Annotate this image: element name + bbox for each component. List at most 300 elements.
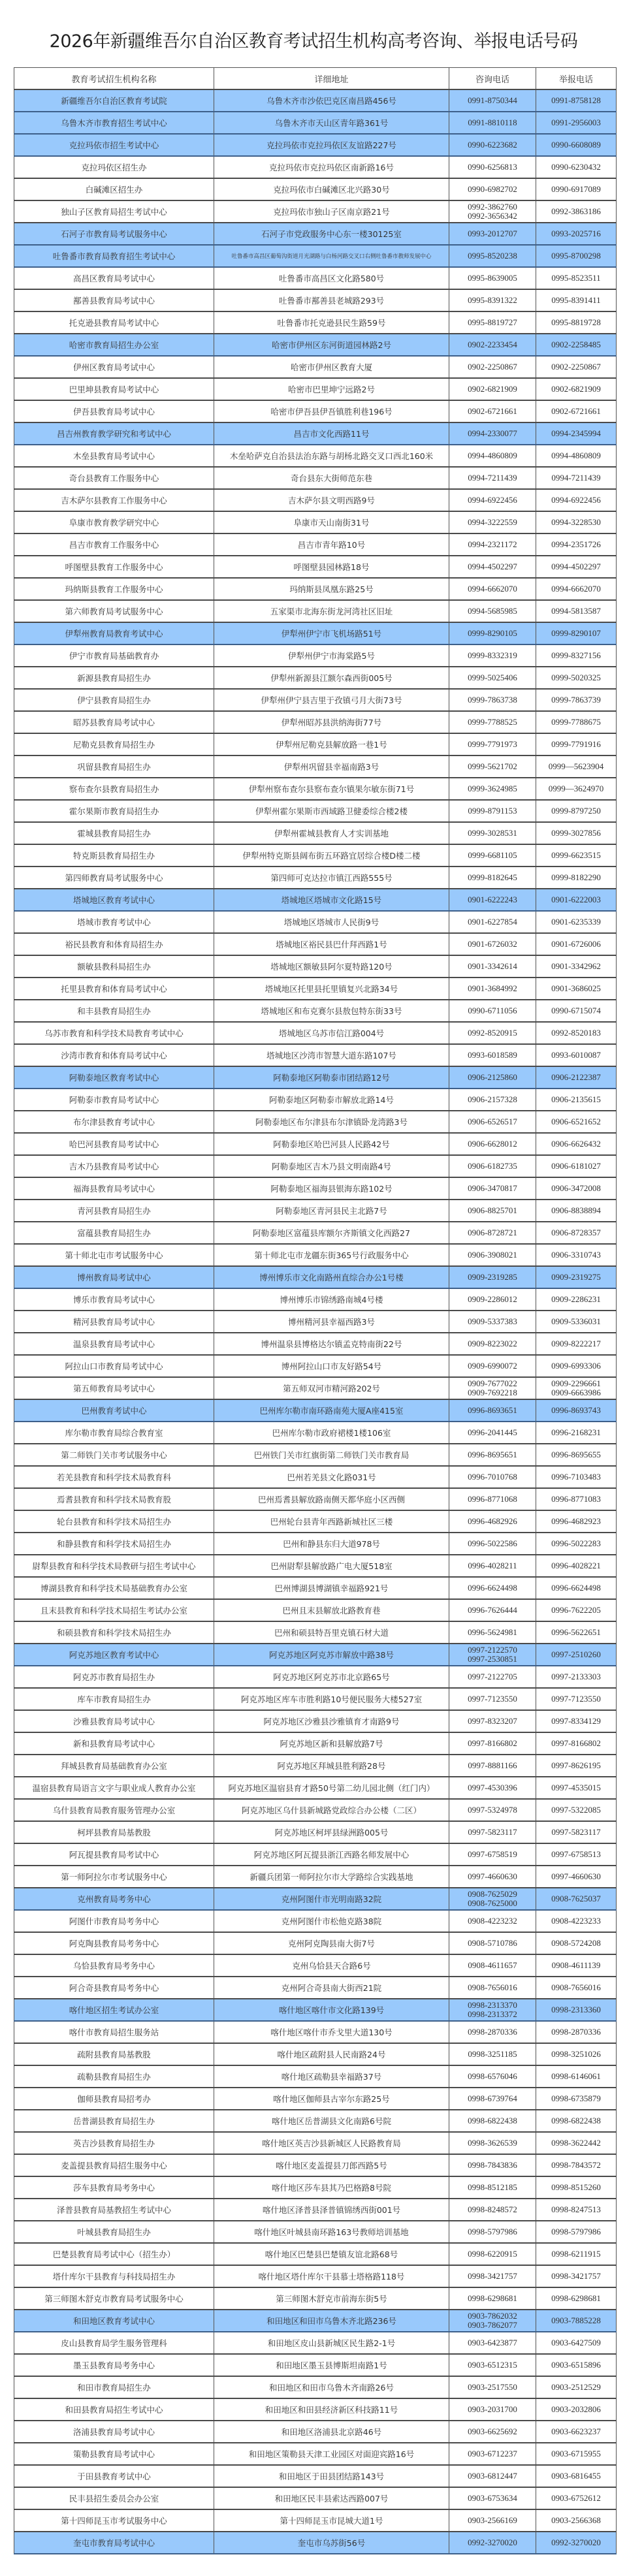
- report-phone-cell: 0909-8222217: [536, 1333, 617, 1355]
- address-cell: 阿勒泰地区青河县民主北路7号: [214, 1200, 449, 1222]
- org-name-cell: 阿克陶县教育局考务中心: [14, 1932, 214, 1954]
- report-phone-cell: 0999-8327156: [536, 644, 617, 667]
- table-row: [14, 356, 617, 378]
- org-name-cell: 霍尔果斯市教育局招生办: [14, 800, 214, 822]
- org-name-cell: 焉耆县教育和科学技术局教育股: [14, 1488, 214, 1510]
- table-row: [14, 1555, 617, 1577]
- report-phone-cell: 0996-2168231: [536, 1422, 617, 1444]
- consult-phone-cell: 0994-5685985: [449, 600, 536, 622]
- address-cell: 乌鲁木齐市天山区青年路361号: [214, 112, 449, 134]
- report-phone-cell: 0903-2512529: [536, 2376, 617, 2398]
- org-name-cell: 库车市教育局招生办: [14, 1688, 214, 1710]
- table-row: [14, 1066, 617, 1089]
- table-row: [14, 1133, 617, 1155]
- address-cell: 巴州库尔勒市南环路南苑大厦A座415室: [214, 1399, 449, 1422]
- report-phone-cell: 0902-6821909: [536, 378, 617, 400]
- consult-phone-cell: 0993-6018589: [449, 1044, 536, 1066]
- consult-phone-cell: 0906-3908021: [449, 1244, 536, 1266]
- consult-phone-cell: 0906-6526517: [449, 1111, 536, 1133]
- org-name-cell: 轮台县教育和科学技术局招生办: [14, 1510, 214, 1533]
- consult-phone-cell: 0998-3626539: [449, 2132, 536, 2154]
- table-row: [14, 289, 617, 311]
- address-cell: 喀什地区叶城县南环路163号教师培训基地: [214, 2221, 449, 2243]
- report-phone-cell: 0906-2135615: [536, 1089, 617, 1111]
- report-phone-cell: 0909-6993306: [536, 1355, 617, 1377]
- table-row: [14, 1843, 617, 1866]
- table-row: [14, 955, 617, 978]
- consult-phone-cell: 0901-6227854: [449, 911, 536, 933]
- report-phone-cell: 0909-2296661 0909-6663986: [536, 1377, 617, 1399]
- org-name-cell: 叶城县教育局招生办: [14, 2221, 214, 2243]
- report-phone-cell: 0998-8247513: [536, 2199, 617, 2221]
- address-cell: 阿克苏地区柯坪县绿洲路005号: [214, 1821, 449, 1843]
- address-cell: 昌吉市青年路10号: [214, 533, 449, 556]
- org-name-cell: 若羌县教育和科学技术局教育科: [14, 1466, 214, 1488]
- org-name-cell: 尼勒克县教育局招生办: [14, 733, 214, 755]
- address-cell: 伊犁州昭苏县洪纳海街77号: [214, 711, 449, 733]
- address-cell: 克州阿克陶县南大街7号: [214, 1932, 449, 1954]
- report-phone-cell: 0999—5623904: [536, 755, 617, 778]
- consult-phone-cell: 0999-3624985: [449, 778, 536, 800]
- table-row: [14, 778, 617, 800]
- report-phone-cell: 0901-3686025: [536, 978, 617, 1000]
- consult-phone-cell: 0908-5710786: [449, 1932, 536, 1954]
- consult-phone-cell: 0998-2313370 0998-2313372: [449, 1999, 536, 2021]
- report-phone-cell: 0997-2133303: [536, 1666, 617, 1688]
- consult-phone-cell: 0909-5337383: [449, 1311, 536, 1333]
- table-row: [14, 1821, 617, 1843]
- report-phone-cell: 0996-8695655: [536, 1444, 617, 1466]
- report-phone-cell: 0906-3472008: [536, 1177, 617, 1200]
- report-phone-cell: 0994-4502297: [536, 556, 617, 578]
- table-row: [14, 1932, 617, 1954]
- consult-phone-cell: 0999-8791153: [449, 800, 536, 822]
- consult-phone-cell: 0995-8819727: [449, 311, 536, 334]
- consult-phone-cell: 0998-3251185: [449, 2043, 536, 2065]
- report-phone-cell: 0994-5813587: [536, 600, 617, 622]
- consult-phone-cell: 0997-8323207: [449, 1710, 536, 1732]
- report-phone-cell: 0906-3310743: [536, 1244, 617, 1266]
- address-cell: 伊犁州尼勒克县解放路一巷1号: [214, 733, 449, 755]
- address-cell: 喀什地区疏勒县幸福路37号: [214, 2065, 449, 2088]
- table-row: [14, 733, 617, 755]
- table-row: [14, 1044, 617, 1066]
- consult-phone-cell: 0996-6624498: [449, 1577, 536, 1599]
- consult-phone-cell: 0909-2319285: [449, 1266, 536, 1288]
- table-row: [14, 1666, 617, 1688]
- org-name-cell: 伊吾县教育局考试中心: [14, 400, 214, 422]
- report-phone-cell: 0906-8838894: [536, 1200, 617, 1222]
- consult-phone-cell: 0903-7862032 0903-7862077: [449, 2310, 536, 2332]
- address-cell: 博州阿拉山口市友好路54号: [214, 1355, 449, 1377]
- address-cell: 和田地区策勒县天津工业园区对面迎宾路16号: [214, 2443, 449, 2465]
- address-cell: 五家渠市北海东街龙河湾社区旧址: [214, 600, 449, 622]
- address-cell: 博州博乐市文化南路州直综合办公1号楼: [214, 1266, 449, 1288]
- org-name-cell: 第三师图木舒克市教育局考试服务中心: [14, 2287, 214, 2310]
- consult-phone-cell: 0997-2122705: [449, 1666, 536, 1688]
- report-phone-cell: 0999—3624970: [536, 778, 617, 800]
- consult-phone-cell: 0996-2041445: [449, 1422, 536, 1444]
- org-name-cell: 第一师阿拉尔市考试服务中心: [14, 1866, 214, 1888]
- table-row: [14, 2487, 617, 2509]
- org-name-cell: 福海县教育局考试中心: [14, 1177, 214, 1200]
- address-cell: 阿克苏地区拜城县胜利路28号: [214, 1755, 449, 1777]
- org-name-cell: 霍城县教育局招生办: [14, 822, 214, 844]
- org-name-cell: 昌吉市教育工作服务中心: [14, 533, 214, 556]
- report-phone-cell: 0994-4860809: [536, 445, 617, 467]
- consult-phone-cell: 0903-2031700: [449, 2398, 536, 2421]
- report-phone-cell: 0996-6624498: [536, 1577, 617, 1599]
- table-row: [14, 1710, 617, 1732]
- org-name-cell: 木垒县教育局考试中心: [14, 445, 214, 467]
- report-phone-cell: 0994-2345994: [536, 422, 617, 445]
- consult-phone-cell: 0997-5823117: [449, 1821, 536, 1843]
- report-phone-cell: 0908-4223233: [536, 1910, 617, 1932]
- address-cell: 巴州铁门关市红旗街第二师铁门关市教育局: [214, 1444, 449, 1466]
- report-phone-cell: 0999-3027856: [536, 822, 617, 844]
- report-phone-cell: 0994-7211439: [536, 467, 617, 489]
- org-name-cell: 喀什地区招生考试办公室: [14, 1999, 214, 2021]
- address-cell: 哈密市伊州区教育大厦: [214, 356, 449, 378]
- report-phone-cell: 0909-2286231: [536, 1288, 617, 1311]
- table-row: [14, 334, 617, 356]
- report-phone-cell: 0999-5020325: [536, 667, 617, 689]
- table-row: [14, 2221, 617, 2243]
- report-phone-cell: 0995-8700298: [536, 245, 617, 267]
- report-phone-cell: 0999-7791916: [536, 733, 617, 755]
- org-name-cell: 塔什库尔干县教育与科技局招生办: [14, 2265, 214, 2287]
- report-phone-cell: 0998-8515260: [536, 2176, 617, 2199]
- address-cell: 和田地区和田市乌鲁木齐北路236号: [214, 2310, 449, 2332]
- org-name-cell: 奎屯市教育局考试中心: [14, 2532, 214, 2554]
- consult-phone-cell: 0998-6739764: [449, 2088, 536, 2110]
- table-row: [14, 1222, 617, 1244]
- report-phone-cell: 0993-2025716: [536, 223, 617, 245]
- consult-phone-cell: 0995-8391322: [449, 289, 536, 311]
- address-cell: 克州乌恰县天合路6号: [214, 1954, 449, 1977]
- table-row: [14, 1244, 617, 1266]
- consult-phone-cell: 0909-2286012: [449, 1288, 536, 1311]
- report-phone-cell: 0903-6715955: [536, 2443, 617, 2465]
- consult-phone-cell: 0906-2157328: [449, 1089, 536, 1111]
- report-phone-cell: 0903-2032806: [536, 2398, 617, 2421]
- org-name-cell: 裕民县教育和体育局招生办: [14, 933, 214, 955]
- consult-phone-cell: 0998-6298681: [449, 2287, 536, 2310]
- consult-phone-cell: 0993-2012707: [449, 223, 536, 245]
- consult-phone-cell: 0909-7677022 0909-7692218: [449, 1377, 536, 1399]
- address-cell: 克拉玛依市白碱滩区北兴路30号: [214, 178, 449, 200]
- report-phone-cell: 0997-8166802: [536, 1732, 617, 1755]
- org-name-cell: 伊宁市教育局基础教育办: [14, 644, 214, 667]
- report-phone-cell: 0999-7863739: [536, 689, 617, 711]
- consult-phone-cell: 0995-8520238: [449, 245, 536, 267]
- org-name-cell: 布尔津县教育考试中心: [14, 1111, 214, 1133]
- table-row: [14, 200, 617, 223]
- consult-phone-cell: 0998-8512185: [449, 2176, 536, 2199]
- table-row: [14, 1022, 617, 1044]
- address-cell: 喀什地区喀什市文化路139号: [214, 1999, 449, 2021]
- org-name-cell: 巴楚县教育局考试中心（招生办）: [14, 2243, 214, 2265]
- consult-phone-cell: 0998-2870336: [449, 2021, 536, 2043]
- table-row: [14, 1089, 617, 1111]
- address-cell: 第四师可克达拉市镇江西路555号: [214, 867, 449, 889]
- org-name-cell: 玛纳斯县教育工作服务中心: [14, 578, 214, 600]
- address-cell: 喀什地区巴楚县巴楚镇友谊北路68号: [214, 2243, 449, 2265]
- org-name-cell: 白碱滩区招生办: [14, 178, 214, 200]
- table-row: [14, 1799, 617, 1821]
- org-name-cell: 第四师教育局考试服务中心: [14, 867, 214, 889]
- table-row: [14, 2332, 617, 2354]
- org-name-cell: 昌吉州教育教学研究和考试中心: [14, 422, 214, 445]
- consult-phone-cell: 0994-6662070: [449, 578, 536, 600]
- table-row: [14, 1155, 617, 1177]
- table-row: [14, 600, 617, 622]
- table-row: [14, 1000, 617, 1022]
- address-cell: 伊犁州巩留县幸福南路3号: [214, 755, 449, 778]
- org-name-cell: 塔城地区教育考试中心: [14, 889, 214, 911]
- address-cell: 伊犁州伊宁市飞机场路51号: [214, 622, 449, 644]
- org-name-cell: 巴州教育考试中心: [14, 1399, 214, 1422]
- consult-phone-cell: 0994-2330077: [449, 422, 536, 445]
- report-phone-cell: 0997-6758513: [536, 1843, 617, 1866]
- org-name-cell: 柯坪县教育局基教股: [14, 1821, 214, 1843]
- address-cell: 和田地区皮山县新城区民生路2-1号: [214, 2332, 449, 2354]
- consult-phone-cell: 0903-6812447: [449, 2465, 536, 2487]
- address-cell: 克州阿图什市松他克路38院: [214, 1910, 449, 1932]
- header-consult-phone: 咨询电话: [449, 68, 536, 90]
- report-phone-cell: 0901-6222003: [536, 889, 617, 911]
- header-address: 详细地址: [214, 68, 449, 90]
- table-row: [14, 445, 617, 467]
- org-name-cell: 第六师教育局考试服务中心: [14, 600, 214, 622]
- header-org-name: 教育考试招生机构名称: [14, 68, 214, 90]
- table-row: [14, 1777, 617, 1799]
- report-phone-cell: 0909-2319275: [536, 1266, 617, 1288]
- report-phone-cell: 0902-2250867: [536, 356, 617, 378]
- contact-table: [14, 67, 617, 2554]
- consult-phone-cell: 0998-7843836: [449, 2154, 536, 2176]
- consult-phone-cell: 0997-5324978: [449, 1799, 536, 1821]
- org-name-cell: 阿合奇县教育局考务中心: [14, 1977, 214, 1999]
- table-row: [14, 223, 617, 245]
- table-row: [14, 1111, 617, 1133]
- org-name-cell: 特克斯县教育局招生办: [14, 844, 214, 867]
- org-name-cell: 新和县教育局考试中心: [14, 1732, 214, 1755]
- report-phone-cell: 0903-6515896: [536, 2354, 617, 2376]
- table-row: [14, 1288, 617, 1311]
- consult-phone-cell: 0998-5797986: [449, 2221, 536, 2243]
- report-phone-cell: 0906-6181027: [536, 1155, 617, 1177]
- report-phone-cell: 0990-6917089: [536, 178, 617, 200]
- org-name-cell: 岳普湖县教育局招生办: [14, 2110, 214, 2132]
- report-phone-cell: 0994-6922456: [536, 489, 617, 511]
- address-cell: 伊犁州伊宁市海棠路5号: [214, 644, 449, 667]
- table-row: [14, 2043, 617, 2065]
- consult-phone-cell: 0996-5022586: [449, 1533, 536, 1555]
- table-row: [14, 1466, 617, 1488]
- table-row: [14, 1910, 617, 1932]
- table-row: [14, 689, 617, 711]
- consult-phone-cell: 0901-6222243: [449, 889, 536, 911]
- org-name-cell: 尉犁县教育和科学技术局教研与招生考试中心: [14, 1555, 214, 1577]
- consult-phone-cell: 0994-7211439: [449, 467, 536, 489]
- table-row: [14, 1355, 617, 1377]
- org-name-cell: 伊州区教育局考试中心: [14, 356, 214, 378]
- consult-phone-cell: 0901-3684992: [449, 978, 536, 1000]
- table-row: [14, 1488, 617, 1510]
- table-row: [14, 489, 617, 511]
- table-row: [14, 422, 617, 445]
- table-row: [14, 2132, 617, 2154]
- org-name-cell: 皮山县教育局学生服务管理科: [14, 2332, 214, 2354]
- address-cell: 玛纳斯县凤凰东路25号: [214, 578, 449, 600]
- address-cell: 塔城地区塔城市文化路15号: [214, 889, 449, 911]
- table-row: [14, 644, 617, 667]
- org-name-cell: 哈巴河县教育局考试中心: [14, 1133, 214, 1155]
- report-phone-cell: 0903-2566368: [536, 2509, 617, 2532]
- consult-phone-cell: 0994-4502297: [449, 556, 536, 578]
- table-row: [14, 467, 617, 489]
- org-name-cell: 策勒县教育局考试中心: [14, 2443, 214, 2465]
- table-row: [14, 667, 617, 689]
- consult-phone-cell: 0992-3862760 0992-3656342: [449, 200, 536, 223]
- org-name-cell: 第十师北屯市考试服务中心: [14, 1244, 214, 1266]
- report-phone-cell: 0908-5724208: [536, 1932, 617, 1954]
- address-cell: 和田地区和田市乌鲁木齐南路26号: [214, 2376, 449, 2398]
- table-row: [14, 156, 617, 178]
- report-phone-cell: 0999-8290107: [536, 622, 617, 644]
- consult-phone-cell: 0994-3222559: [449, 511, 536, 533]
- consult-phone-cell: 0903-6712237: [449, 2443, 536, 2465]
- address-cell: 阜康市天山南街31号: [214, 511, 449, 533]
- consult-phone-cell: 0998-8248572: [449, 2199, 536, 2221]
- address-cell: 阿克苏地区乌什县新城路党政综合办公楼（二区）: [214, 1799, 449, 1821]
- consult-phone-cell: 0999-7863738: [449, 689, 536, 711]
- consult-phone-cell: 0994-2321172: [449, 533, 536, 556]
- org-name-cell: 阿勒泰市教育局考试中心: [14, 1089, 214, 1111]
- table-row: [14, 2310, 617, 2332]
- org-name-cell: 巩留县教育局招生办: [14, 755, 214, 778]
- table-row: [14, 1510, 617, 1533]
- org-name-cell: 和田地区教育考试中心: [14, 2310, 214, 2332]
- org-name-cell: 伊宁县教育局招生办: [14, 689, 214, 711]
- report-phone-cell: 0995-8819728: [536, 311, 617, 334]
- report-phone-cell: 0997-4535015: [536, 1777, 617, 1799]
- table-row: [14, 978, 617, 1000]
- table-row: [14, 1333, 617, 1355]
- table-row: [14, 2376, 617, 2398]
- report-phone-cell: 0908-4611139: [536, 1954, 617, 1977]
- consult-phone-cell: 0908-4611657: [449, 1954, 536, 1977]
- address-cell: 塔城地区塔城市人民街9号: [214, 911, 449, 933]
- table-row: [14, 2065, 617, 2088]
- consult-phone-cell: 0990-6256813: [449, 156, 536, 178]
- address-cell: 第三师图木舒克市前海东街5号: [214, 2287, 449, 2310]
- consult-phone-cell: 0903-2517550: [449, 2376, 536, 2398]
- report-phone-cell: 0990-6608089: [536, 134, 617, 156]
- address-cell: 第十师北屯市龙疆东街365号行政服务中心: [214, 1244, 449, 1266]
- address-cell: 塔城地区裕民县巴什拜西路1号: [214, 933, 449, 955]
- report-phone-cell: 0999-7788675: [536, 711, 617, 733]
- address-cell: 伊犁州霍城县教育人才实训基地: [214, 822, 449, 844]
- consult-phone-cell: 0998-3421757: [449, 2265, 536, 2287]
- address-cell: 喀什地区喀什市乔戈里大道130号: [214, 2021, 449, 2043]
- report-phone-cell: 0993-6010087: [536, 1044, 617, 1066]
- report-phone-cell: 0996-5022283: [536, 1533, 617, 1555]
- page-title: 2026年新疆维吾尔自治区教育考试招生机构高考咨询、举报电话号码: [49, 31, 578, 52]
- org-name-cell: 石河子市教育局考试服务中心: [14, 223, 214, 245]
- address-cell: 和田地区民丰县索达西路007号: [214, 2487, 449, 2509]
- table-row: [14, 1644, 617, 1666]
- org-name-cell: 洛浦县教育局考试中心: [14, 2421, 214, 2443]
- consult-phone-cell: 0999-7791973: [449, 733, 536, 755]
- report-phone-cell: 0992-3863186: [536, 200, 617, 223]
- table-row: [14, 1177, 617, 1200]
- org-name-cell: 于田县教育考试中心: [14, 2465, 214, 2487]
- org-name-cell: 博湖县教育和科学技术局基础教育办公室: [14, 1577, 214, 1599]
- table-row: [14, 911, 617, 933]
- consult-phone-cell: 0990-6982702: [449, 178, 536, 200]
- org-name-cell: 阿图什市教育局考务中心: [14, 1910, 214, 1932]
- table-row: [14, 533, 617, 556]
- table-row: [14, 800, 617, 822]
- consult-phone-cell: 0997-6758519: [449, 1843, 536, 1866]
- address-cell: 哈密市伊州区东河街道园林路2号: [214, 334, 449, 356]
- org-name-cell: 托克逊县教育局考试中心: [14, 311, 214, 334]
- address-cell: 巴州和静县东归大道978号: [214, 1533, 449, 1555]
- org-name-cell: 第五师教育局考试中心: [14, 1377, 214, 1399]
- address-cell: 哈密市伊吾县伊吾镇胜利巷196号: [214, 400, 449, 422]
- address-cell: 克州阿图什市光明南路32院: [214, 1888, 449, 1910]
- report-phone-cell: 0906-8728357: [536, 1222, 617, 1244]
- org-name-cell: 青河县教育局招生办: [14, 1200, 214, 1222]
- consult-phone-cell: 0998-6822438: [449, 2110, 536, 2132]
- address-cell: 阿勒泰地区福海县银海东路102号: [214, 1177, 449, 1200]
- org-name-cell: 温宿县教育局语言文字与职业成人教育办公室: [14, 1777, 214, 1799]
- report-phone-cell: 0994-3228530: [536, 511, 617, 533]
- report-phone-cell: 0998-2870336: [536, 2021, 617, 2043]
- consult-phone-cell: 0997-8881166: [449, 1755, 536, 1777]
- address-cell: 昌吉市文化西路11号: [214, 422, 449, 445]
- address-cell: 阿克苏地区阿瓦提县浙江西路名师发展中心: [214, 1843, 449, 1866]
- consult-phone-cell: 0903-6625692: [449, 2421, 536, 2443]
- report-phone-cell: 0901-6726006: [536, 933, 617, 955]
- table-row: [14, 1377, 617, 1399]
- consult-phone-cell: 0996-8693651: [449, 1399, 536, 1422]
- report-phone-cell: 0991-8758128: [536, 89, 617, 112]
- consult-phone-cell: 0997-4530396: [449, 1777, 536, 1799]
- table-row: [14, 1266, 617, 1288]
- consult-phone-cell: 0992-8520915: [449, 1022, 536, 1044]
- consult-phone-cell: 0906-3470817: [449, 1177, 536, 1200]
- table-row: [14, 711, 617, 733]
- table-row: [14, 1533, 617, 1555]
- address-cell: 木垒哈萨克自治县法治东路与胡杨北路交叉口西北160米: [214, 445, 449, 467]
- address-cell: 巴州尉犁县解放路广电大厦518室: [214, 1555, 449, 1577]
- org-name-cell: 和田市教育局招生办: [14, 2376, 214, 2398]
- consult-phone-cell: 0902-2250867: [449, 356, 536, 378]
- org-name-cell: 托里县教育和体育局考试中心: [14, 978, 214, 1000]
- org-name-cell: 乌鲁木齐市教育招生考试中心: [14, 112, 214, 134]
- report-phone-cell: 0901-6235339: [536, 911, 617, 933]
- table-row: [14, 1732, 617, 1755]
- report-phone-cell: 0908-7625037: [536, 1888, 617, 1910]
- consult-phone-cell: 0996-5624981: [449, 1621, 536, 1644]
- org-name-cell: 新疆维吾尔自治区教育考试院: [14, 89, 214, 112]
- org-name-cell: 和硕县教育和科学技术局招生办: [14, 1621, 214, 1644]
- consult-phone-cell: 0999-8182645: [449, 867, 536, 889]
- org-name-cell: 墨玉县教育局考务中心: [14, 2354, 214, 2376]
